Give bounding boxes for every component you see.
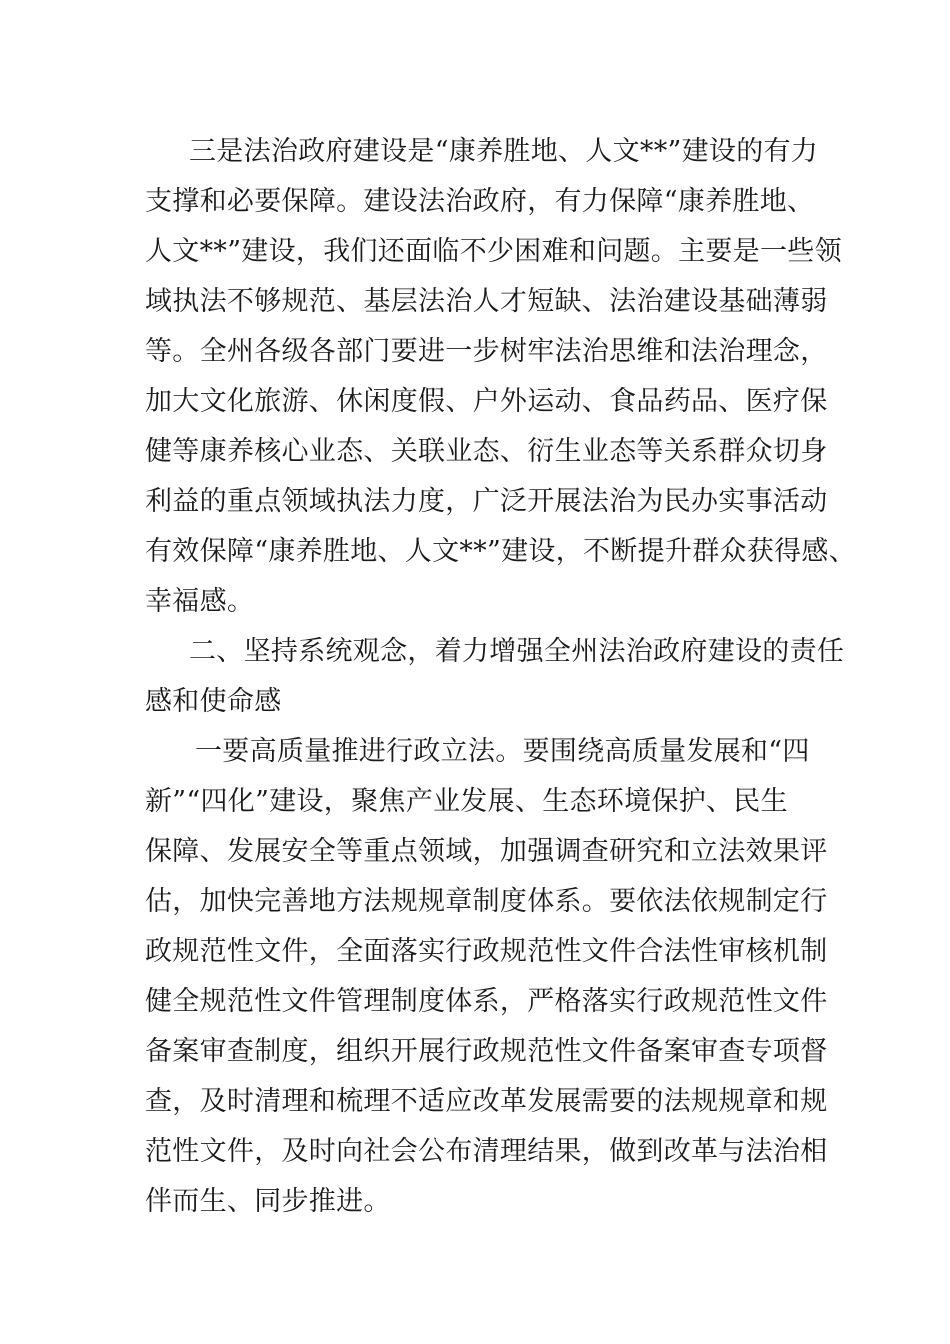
paragraph-1-line-3: 人文**”建设，我们还面临不少困难和问题。主要是一些领 — [145, 236, 842, 267]
paragraph-1-line-4: 域执法不够规范、基层法治人才短缺、法治建设基础薄弱 — [145, 286, 828, 317]
paragraph-1-line-5: 等。全州各级各部门要进一步树牢法治思维和法治理念， — [145, 336, 828, 367]
paragraph-1-line-10: 幸福感。 — [145, 586, 255, 617]
paragraph-3-line-1: 一要高质量推进行政立法。要围绕高质量发展和“四 — [195, 736, 810, 767]
paragraph-1-line-7: 健等康养核心业态、关联业态、衍生业态等关系群众切身 — [145, 436, 828, 467]
paragraph-1-line-2: 支撑和必要保障。建设法治政府，有力保障“康养胜地、 — [145, 186, 815, 217]
paragraph-1-line-8: 利益的重点领域执法力度，广泛开展法治为民办实事活动 — [145, 486, 828, 517]
section-heading-line-2: 感和使命感 — [145, 686, 282, 717]
paragraph-1-line-6: 加大文化旅游、休闲度假、户外运动、食品药品、医疗保 — [145, 386, 828, 417]
paragraph-1-line-1: 三是法治政府建设是“康养胜地、人文**”建设的有力 — [189, 136, 819, 167]
section-heading-line-1: 二、坚持系统观念，着力增强全州法治政府建设的责任 — [189, 636, 845, 667]
paragraph-3-line-2: 新”“四化”建设，聚焦产业发展、生态环境保护、民生 — [145, 786, 788, 817]
paragraph-3-line-5: 政规范性文件，全面落实行政规范性文件合法性审核机制 — [145, 936, 828, 967]
paragraph-3-line-4: 估，加快完善地方法规规章制度体系。要依法依规制定行 — [145, 886, 828, 917]
paragraph-1-line-9: 有效保障“康养胜地、人文**”建设，不断提升群众获得感、 — [145, 536, 857, 567]
paragraph-3-line-6: 健全规范性文件管理制度体系，严格落实行政规范性文件 — [145, 986, 828, 1017]
paragraph-3-line-9: 范性文件，及时向社会公布清理结果，做到改革与法治相 — [145, 1136, 828, 1167]
paragraph-3-line-7: 备案审查制度，组织开展行政规范性文件备案审查专项督 — [145, 1036, 828, 1067]
paragraph-3-line-3: 保障、发展安全等重点领域，加强调查研究和立法效果评 — [145, 836, 828, 867]
paragraph-3-line-8: 查，及时清理和梳理不适应改革发展需要的法规规章和规 — [145, 1086, 828, 1117]
paragraph-3-line-10: 伴而生、同步推进。 — [145, 1186, 391, 1217]
